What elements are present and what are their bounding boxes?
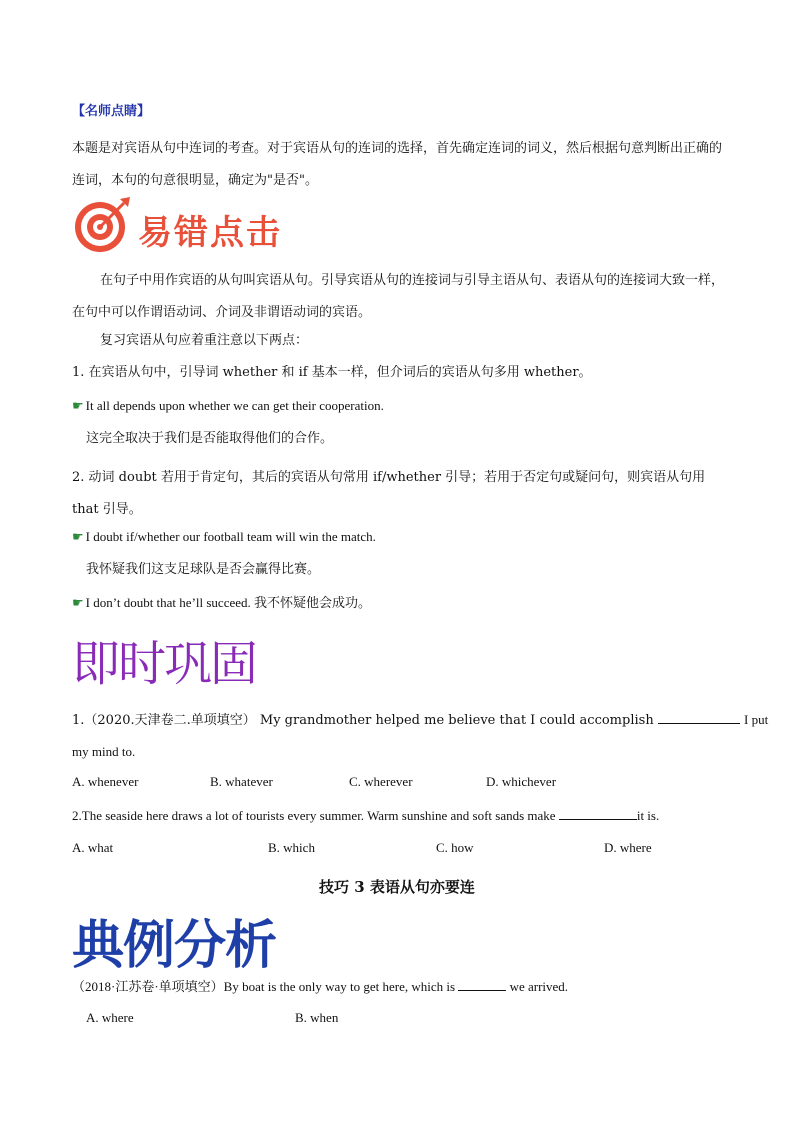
review-points-intro: 复习宾语从句应着重注意以下两点： — [100, 333, 309, 348]
section-title: 技巧 3 表语从句亦要连 — [319, 878, 475, 896]
easy-error-banner — [72, 195, 332, 255]
question-3-option-b: B. when — [295, 1010, 339, 1025]
question-2-option-d: D. where — [604, 840, 652, 855]
question-1-option-a: A. whenever — [72, 774, 139, 789]
question-1-option-b: B. whatever — [210, 774, 273, 789]
question-2-blank — [559, 807, 637, 820]
question-3-option-a: A. where — [86, 1010, 134, 1025]
question-2-option-a: A. what — [72, 840, 114, 855]
pointing-hand-icon: ☛ — [72, 398, 84, 413]
consolidate-banner: 即时巩固 — [72, 636, 257, 692]
example-3: ☛ I don’t doubt that he’ll succeed. 我不怀疑他会成功。 — [72, 595, 372, 610]
tip-body: 本题是对宾语从句中连词的考查。对于宾语从句的连词的选择，首先确定连词的词义，然后根据句意判断出正确的连词，本句的句意很明显，确定为"是否"。 — [72, 141, 723, 188]
question-2-option-b: B. which — [268, 840, 315, 855]
question-1-blank — [658, 711, 740, 724]
example-1-en: ☛ It all depends upon whether we can get their cooperation. — [72, 398, 384, 413]
tip-header: 【名师点睛】 — [72, 104, 151, 119]
question-3-stem: （2018·江苏卷·单项填空）By boat is the only way to get here, which is we arrived. — [72, 979, 569, 994]
example-1-zh: 这完全取决于我们是否能取得他们的合作。 — [86, 431, 334, 446]
question-1-stem-cont: my mind to. — [72, 744, 136, 759]
question-1-stem: 1.（2020.天津卷二.单项填空） My grandmother helped me believe that I could accomplish I put — [72, 712, 769, 728]
target-icon — [72, 195, 132, 255]
question-3-blank — [458, 978, 506, 991]
intro-paragraph: 在句子中用作宾语的从句叫宾语从句。引导宾语从句的连接词与引导主语从句、表语从句的连接词大致一样，在句中可以作谓语动词、介词及非谓语动词的宾语。 — [72, 273, 725, 320]
question-1-option-c: C. wherever — [349, 774, 413, 789]
example-2-zh: 我怀疑我们这支足球队是否会赢得比赛。 — [86, 562, 321, 577]
point-2: 2. 动词 doubt 若用于肯定句，其后的宾语从句常用 if/whether 引导；若用于否定句或疑问句，则宾语从句用 that 引导。 — [72, 470, 706, 517]
example-2-en: ☛ I doubt if/whether our football team will win the match. — [72, 529, 376, 544]
question-1-option-d: D. whichever — [486, 774, 557, 789]
easy-error-title: 易错点击 — [138, 213, 282, 253]
point-1: 1. 在宾语从句中，引导词 whether 和 if 基本一样，但介词后的宾语从句多用 whether。 — [72, 365, 592, 380]
question-2-option-c: C. how — [436, 840, 474, 855]
question-2-stem: 2.The seaside here draws a lot of tourists every summer. Warm sunshine and soft sands make it is. — [72, 808, 660, 823]
example-analysis-banner: 典例分析 — [72, 916, 277, 976]
pointing-hand-icon: ☛ — [72, 529, 84, 544]
pointing-hand-icon: ☛ — [72, 595, 84, 610]
